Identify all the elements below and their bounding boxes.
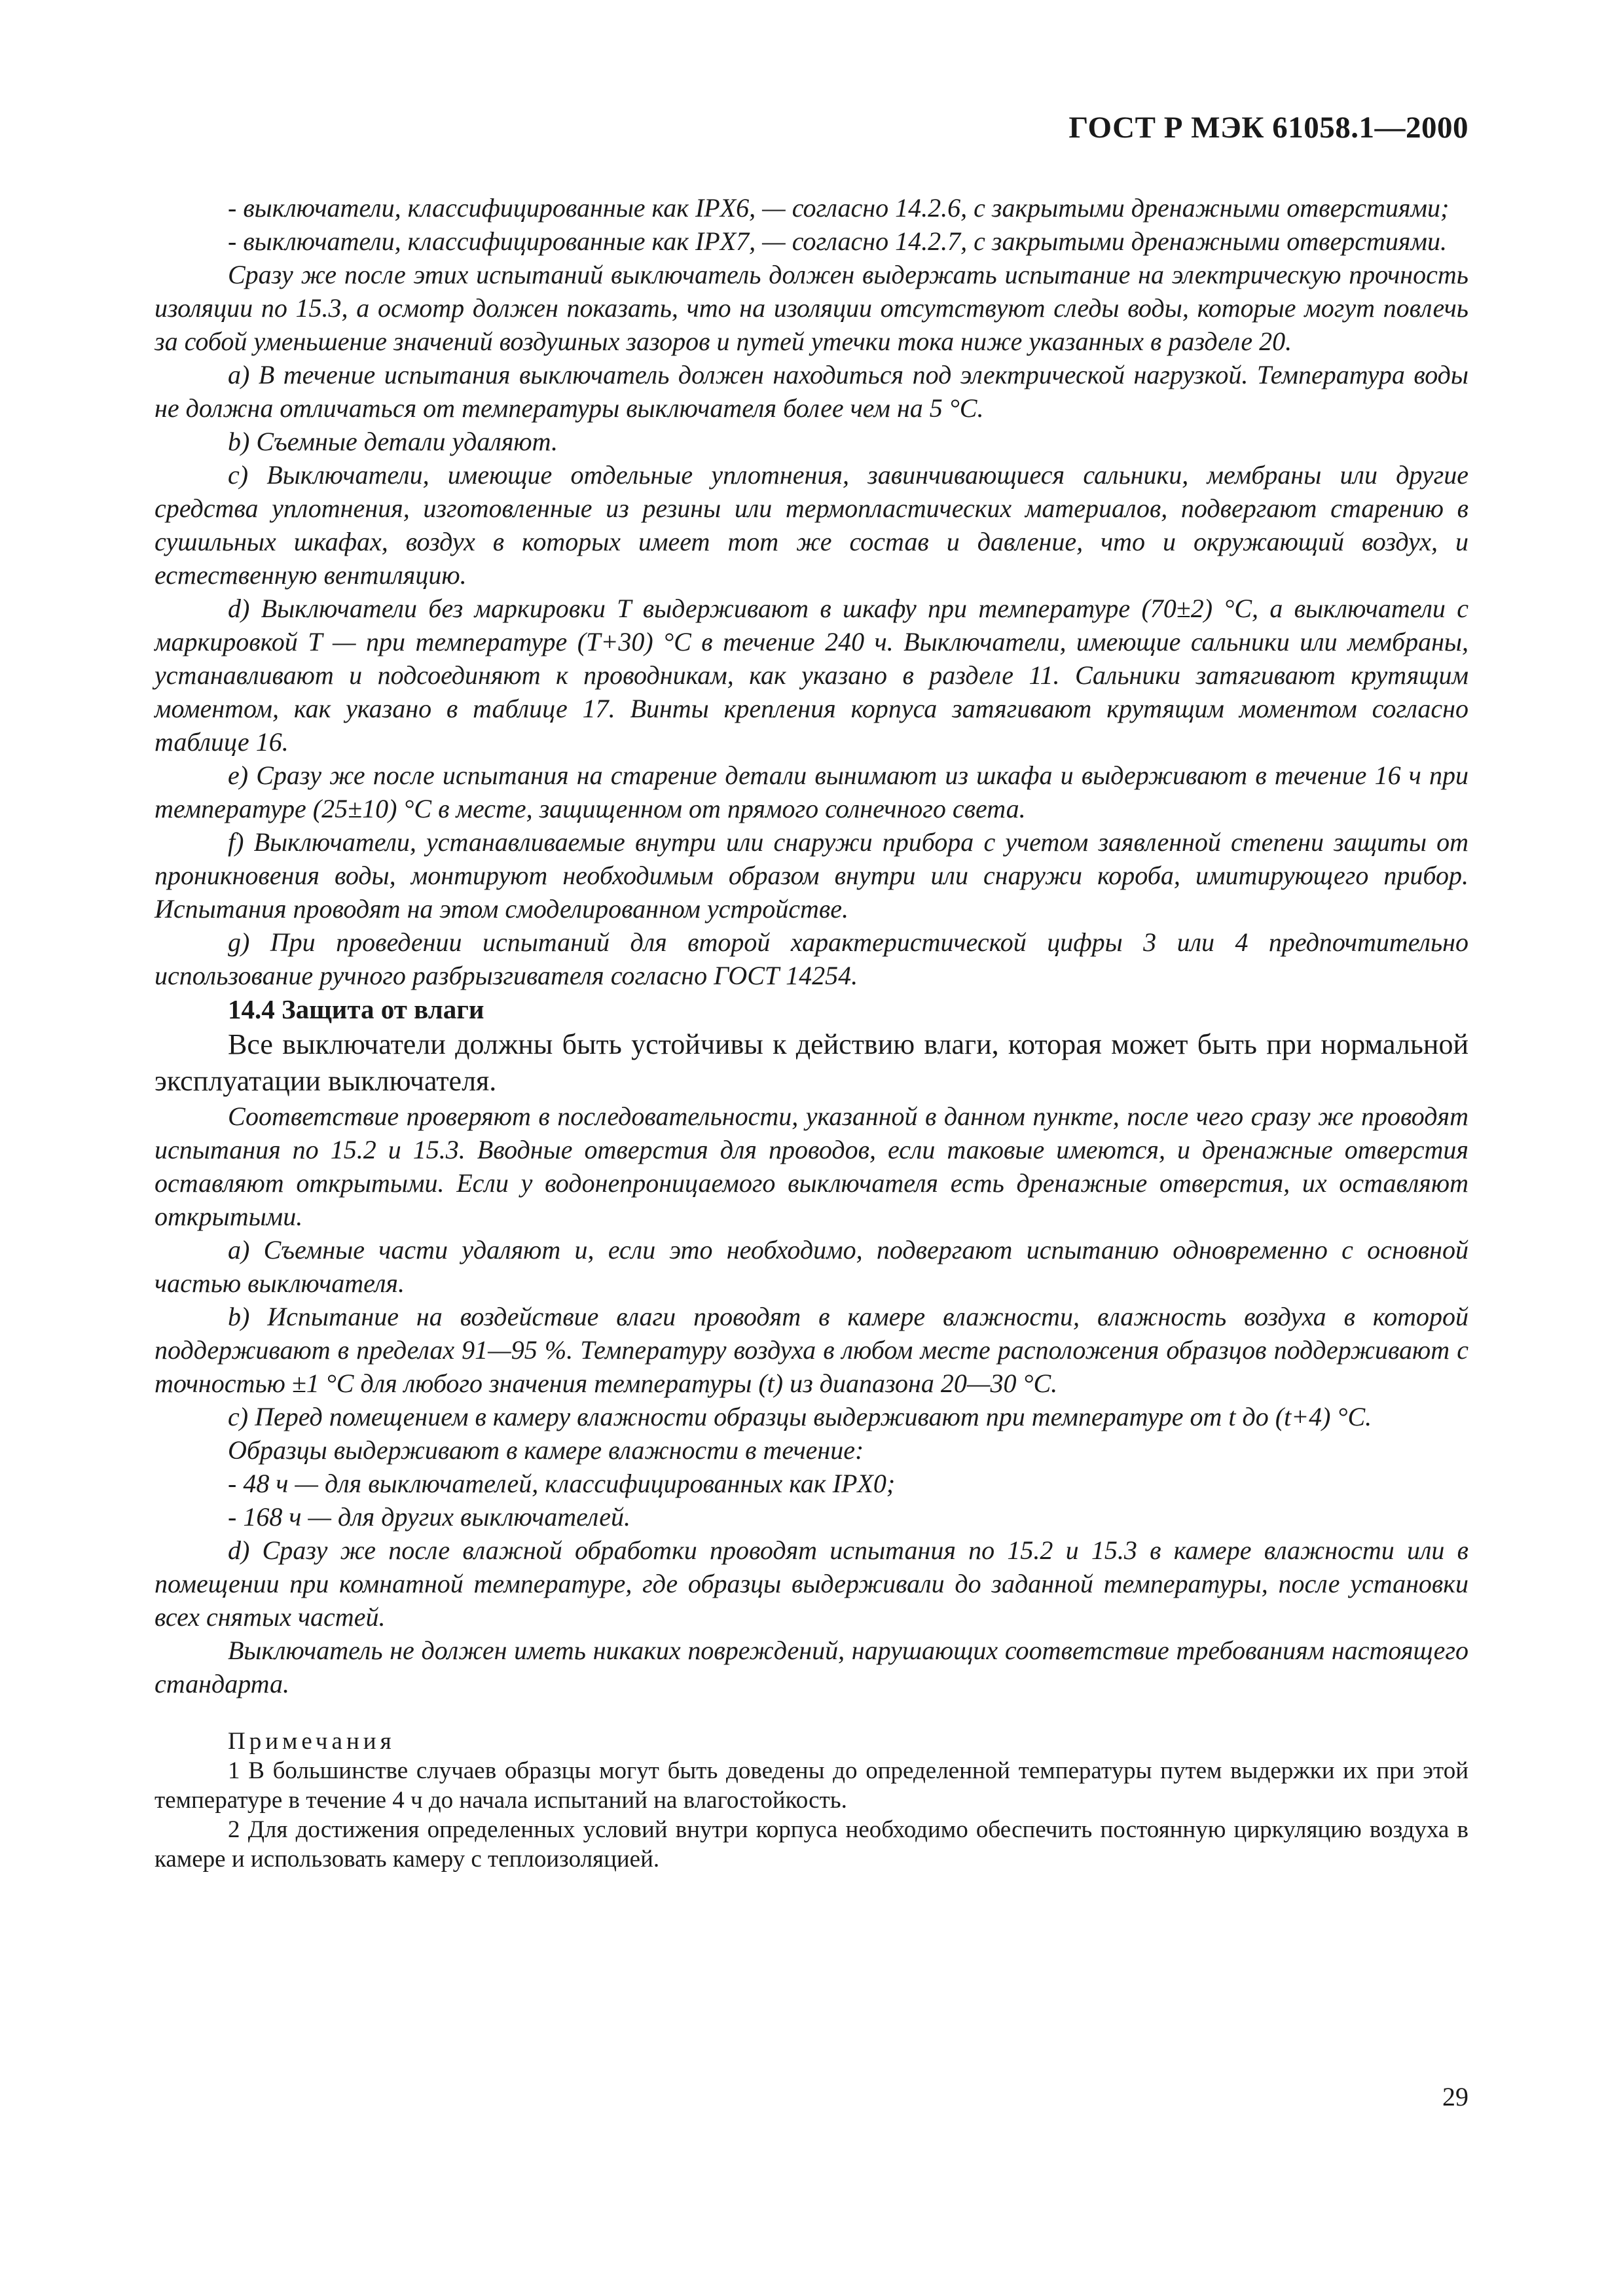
page-number: 29 — [1442, 2082, 1468, 2111]
section-body: Все выключатели должны быть устойчивы к действию влаги, которая может быть при нормальной эксплуатации выключателя. — [155, 1028, 1468, 1097]
paragraph: Сразу же после этих испытаний выключатель должен выдержать испытание на электрическую прочность изоляции по 15.3, а осмотр должен показать, что на изоляции отсутствуют следы воды, которые могут повлечь за собой уменьшение значений воздушных зазоров и путей утечки тока ниже указанных в разделе 20. — [155, 260, 1468, 356]
section-paragraph-item-c: c) Перед помещением в камеру влажности образцы выдерживают при температуре от t до (t+4) °С. — [228, 1402, 1372, 1431]
note-item: 1 В большинстве случаев образцы могут быть доведены до определенной температуры путем выдержки их при этой температуре в течение 4 ч до начала испытаний на влагостойкость. — [155, 1757, 1468, 1814]
section-paragraph: Выключатель не должен иметь никаких повреждений, нарушающих соответствие требованиям настоящего стандарта. — [155, 1636, 1468, 1698]
section-paragraph-item-b: b) Испытание на воздействие влаги проводят в камере влажности, влажность воздуха в которой поддерживают в пределах 91—95 %. Температуру воздуха в любом месте расположения образцов поддерживают с точностью ±1 °С для любого значения температуры (t) из диапазона 20—30 °С. — [155, 1302, 1468, 1398]
document-body — [155, 191, 1468, 1874]
paragraph-item-e: e) Сразу же после испытания на старение детали вынимают из шкафа и выдерживают в течение 16 ч при температуре (25±10) °С в месте, защищенном от прямого солнечного света. — [155, 761, 1468, 823]
paragraph-item-a: a) В течение испытания выключатель должен находиться под электрической нагрузкой. Температура воды не должна отличаться от температуры выключателя более чем на 5 °С. — [155, 360, 1468, 423]
paragraph-item-b: b) Съемные детали удаляют. — [228, 427, 558, 456]
paragraph-item-f: f) Выключатели, устанавливаемые внутри или снаружи прибора с учетом заявленной степени защиты от проникновения воды, монтируют необходимым образом внутри или снаружи короба, имитирующего прибор. Испытания проводят на этом смоделированном устройстве. — [155, 827, 1468, 924]
section-paragraph-item-a: a) Съемные части удаляют и, если это необходимо, подвергают испытанию одновременно с основной частью выключателя. — [155, 1235, 1468, 1298]
document-header: ГОСТ Р МЭК 61058.1—2000 — [1068, 111, 1468, 145]
notes-title: Примечания — [228, 1728, 395, 1755]
paragraph: - выключатели, классифицированные как IPX6, — согласно 14.2.6, с закрытыми дренажными отверстиями; — [228, 193, 1450, 223]
section-list-item: - 168 ч — для других выключателей. — [228, 1502, 631, 1532]
section-paragraph: Образцы выдерживают в камере влажности в течение: — [228, 1435, 864, 1465]
section-paragraph-item-d: d) Сразу же после влажной обработки проводят испытания по 15.2 и 15.3 в камере влажности или в помещении при комнатной температуре, где образцы выдерживали до заданной температуры, после установки всех снятых частей. — [155, 1535, 1468, 1632]
note-item: 2 Для достижения определенных условий внутри корпуса необходимо обеспечить постоянную циркуляцию воздуха в камере и использовать камеру с теплоизоляцией. — [155, 1816, 1468, 1873]
paragraph-item-c: c) Выключатели, имеющие отдельные уплотнения, завинчивающиеся сальники, мембраны или другие средства уплотнения, изготовленные из резины или термопластических материалов, подвергают старению в сушильных шкафах, воздух в которых имеет тот же состав и давление, что и окружающий воздух, и естественную вентиляцию. — [155, 460, 1468, 590]
paragraph: - выключатели, классифицированные как IPX7, — согласно 14.2.7, с закрытыми дренажными отверстиями. — [228, 226, 1448, 256]
notes-block — [155, 1727, 1468, 1874]
section-list-item: - 48 ч — для выключателей, классифицированных как IPX0; — [228, 1469, 896, 1498]
paragraph-item-g: g) При проведении испытаний для второй характеристической цифры 3 или 4 предпочтительно использование ручного разбрызгивателя согласно ГОСТ 14254. — [155, 927, 1468, 990]
paragraph-item-d: d) Выключатели без маркировки Т выдерживают в шкафу при температуре (70±2) °С, а выключатели с маркировкой Т — при температуре (Т+30) °С в течение 240 ч. Выключатели, имеющие сальники или мембраны, устанавливают и подсоединяют к проводникам, как указано в разделе 11. Сальники затягивают крутящим моментом, как указано в таблице 17. Винты крепления корпуса затягивают крутящим моментом согласно таблице 16. — [155, 594, 1468, 757]
section-paragraph: Соответствие проверяют в последовательности, указанной в данном пункте, после чего сразу же проводят испытания по 15.2 и 15.3. Вводные отверстия для проводов, если таковые имеются, и дренажные отверстия оставляют открытыми. Если у водонепроницаемого выключателя есть дренажные отверстия, их оставляют открытыми. — [155, 1102, 1468, 1231]
section-heading: 14.4 Защита от влаги — [228, 994, 484, 1024]
